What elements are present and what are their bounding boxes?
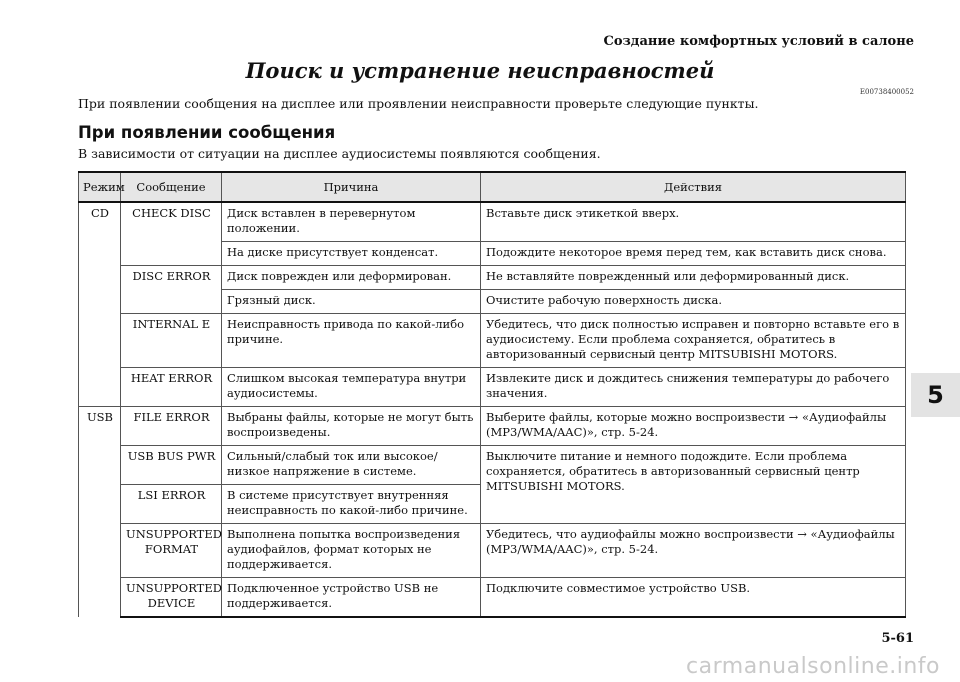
- action-cell: Убедитесь, что аудиофайлы можно воспроизвести → «Аудиофайлы (MP3/WMA/AAC)», стр. 5-24.: [481, 524, 906, 578]
- intro-text: При появлении сообщения на дисплее или проявлении неисправности проверьте следующие пункты.: [78, 96, 759, 111]
- action-cell: Очистите рабочую поверхность диска.: [481, 290, 906, 314]
- table-row: [79, 524, 906, 578]
- action-cell: Выберите файлы, которые можно воспроизвести → «Аудиофайлы (MP3/WMA/AAC)», стр. 5-24.: [481, 407, 906, 446]
- action-cell: Извлеките диск и дождитесь снижения температуры до рабочего значения.: [481, 368, 906, 407]
- page-number: 5-61: [881, 631, 914, 646]
- table-row: [79, 266, 906, 290]
- table-row: [79, 202, 906, 242]
- header-cause: Причина: [222, 172, 481, 202]
- table-row: [79, 368, 906, 407]
- message-cell: USB BUS PWR: [121, 446, 222, 485]
- cause-cell: Выбраны файлы, которые не могут быть воспроизведены.: [222, 407, 481, 446]
- header-action: Действия: [481, 172, 906, 202]
- page-title: Поиск и устранение неисправностей: [245, 58, 715, 83]
- table-row: [79, 446, 906, 485]
- cause-cell: Подключенное устройство USB не поддерживается.: [222, 578, 481, 618]
- section-description: В зависимости от ситуации на дисплее аудиосистемы появляются сообщения.: [78, 146, 601, 161]
- action-cell: Выключите питание и немного подождите. Если проблема сохраняется, обратитесь в авторизованный сервисный центр MITSUBISHI MOTORS.: [481, 446, 906, 524]
- watermark: carmanualsonline.info: [686, 654, 940, 679]
- message-cell: FILE ERROR: [121, 407, 222, 446]
- running-header: Создание комфортных условий в салоне: [603, 34, 914, 49]
- section-title: При появлении сообщения: [78, 123, 336, 142]
- table-row: [79, 578, 906, 618]
- cause-cell: Диск вставлен в перевернутом положении.: [222, 202, 481, 242]
- message-cell: LSI ERROR: [121, 485, 222, 524]
- action-cell: Подождите некоторое время перед тем, как вставить диск снова.: [481, 242, 906, 266]
- cause-cell: Слишком высокая температура внутри аудиосистемы.: [222, 368, 481, 407]
- action-cell: Не вставляйте поврежденный или деформированный диск.: [481, 266, 906, 290]
- chapter-tab: 5: [911, 373, 960, 417]
- message-cell: CHECK DISC: [121, 202, 222, 266]
- table-row: [79, 314, 906, 368]
- cause-cell: Диск поврежден или деформирован.: [222, 266, 481, 290]
- cause-cell: Выполнена попытка воспроизведения аудиофайлов, формат которых не поддерживается.: [222, 524, 481, 578]
- cause-cell: Грязный диск.: [222, 290, 481, 314]
- cause-cell: Неисправность привода по какой-либо причине.: [222, 314, 481, 368]
- message-cell: INTERNAL E: [121, 314, 222, 368]
- mode-usb: USB: [79, 407, 121, 618]
- cause-cell: Сильный/слабый ток или высокое/низкое напряжение в системе.: [222, 446, 481, 485]
- action-cell: Убедитесь, что диск полностью исправен и повторно вставьте его в аудиосистему. Если проблема сохраняется, обратитесь в авторизованный сервисный центр MITSUBISHI MOTORS.: [481, 314, 906, 368]
- table-row: [79, 407, 906, 446]
- mode-cd: CD: [79, 202, 121, 407]
- document-code: E00738400052: [859, 88, 914, 96]
- action-cell: Подключите совместимое устройство USB.: [481, 578, 906, 618]
- cause-cell: В системе присутствует внутренняя неисправность по какой-либо причине.: [222, 485, 481, 524]
- action-cell: Вставьте диск этикеткой вверх.: [481, 202, 906, 242]
- message-cell: UNSUPPORTED DEVICE: [121, 578, 222, 618]
- header-message: Сообщение: [121, 172, 222, 202]
- table-header-row: [79, 172, 906, 202]
- messages-table: [78, 171, 906, 618]
- cause-cell: На диске присутствует конденсат.: [222, 242, 481, 266]
- message-cell: UNSUPPORTED FORMAT: [121, 524, 222, 578]
- message-cell: DISC ERROR: [121, 266, 222, 314]
- header-mode: Режим: [79, 172, 121, 202]
- message-cell: HEAT ERROR: [121, 368, 222, 407]
